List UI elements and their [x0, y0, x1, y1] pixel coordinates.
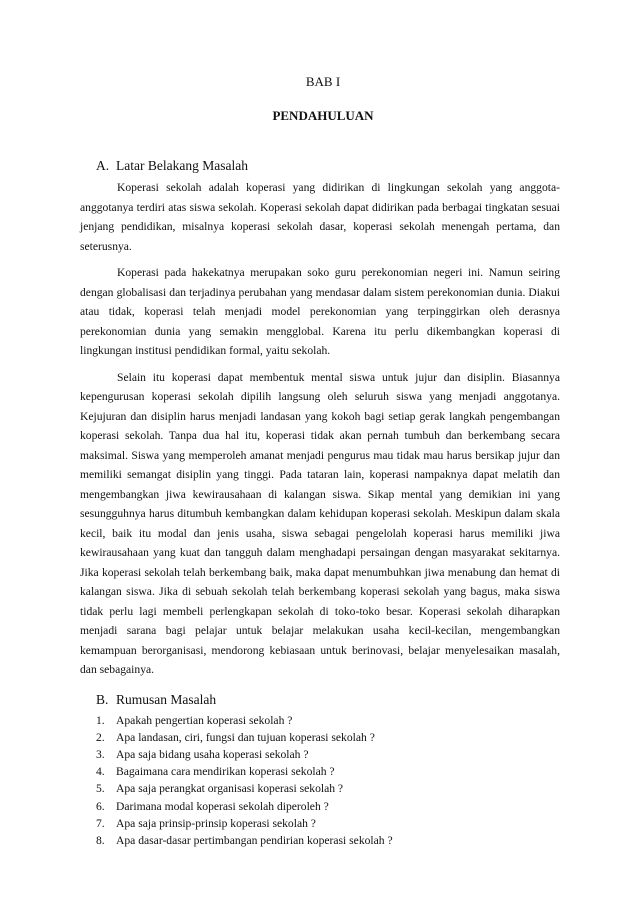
question-text: Apa landasan, ciri, fungsi dan tujuan koperasi sekolah ? [116, 730, 375, 744]
question-number: 2. [96, 730, 105, 744]
paragraph-2: Koperasi pada hakekatnya merupakan soko guru perekonomian negeri ini. Namun seiring dengan globalisasi dan terjadinya perubahan yang mendasar dalam sistem perekonomian dunia. Diakui atau tidak, koperasi telah menjadi model perekonomian yang terpinggirkan oleh derasnya perekonomian dunia yang semakin mengglobal. Karena itu perlu dikembangkan koperasi di lingkungan institusi pendidikan formal, yaitu sekolah. [80, 266, 560, 357]
question-text: Bagaimana cara mendirikan koperasi sekolah ? [116, 765, 335, 779]
paragraph-1: Koperasi sekolah adalah koperasi yang didirikan di lingkungan sekolah yang anggota-anggotanya terdiri atas siswa sekolah. Koperasi sekolah dapat didirikan pada berbagai tingkatan sesuai jenjang pendidikan, misalnya koperasi sekolah dasar, koperasi sekolah menengah pertama, dan seterusnya. [80, 181, 560, 253]
question-number: 8. [96, 833, 105, 847]
section-heading-a [80, 157, 560, 174]
section-rumusan-masalah [80, 691, 560, 850]
question-number: 4. [96, 765, 105, 779]
question-number: 1. [96, 713, 105, 727]
question-item [80, 763, 560, 780]
question-item [80, 712, 560, 729]
paragraph-3: Selain itu koperasi dapat membentuk mental siswa untuk jujur dan disiplin. Biasannya kepengurusan koperasi sekolah dipilih langsung oleh seluruh siswa yang menjadi anggotanya. Kejujuran dan disiplin harus menjadi landasan yang kokoh bagi setiap gerak langkah pengembangan koperasi sekolah. Tanpa dua hal itu, koperasi tidak akan pernah tumbuh dan berkembang secara maksimal. Siswa yang memperoleh amanat menjadi pengurus mau tidak mau harus bersikap jujur dan memiliki semangat disiplin yang tinggi. Pada tataran lain, koperasi nampaknya dapat melatih dan mengembangkan jiwa kewirausahaan di kalangan siswa. Sikap mental yang demikian ini yang sesungguhnya harus ditumbuh kembangkan dalam kehidupan koperasi sekolah. Meskipun dalam skala kecil, baik itu modal dan jenis usaha, siswa sebagai pengelolah koperasi harus memiliki jiwa kewirausahaan yang kuat dan tangguh dalam menghadapi persaingan dengan masyarakat sekitarnya. Jika koperasi sekolah telah berkembang baik, maka dapat menumbuhkan jiwa menabung dan hemat di kalangan siswa. Jika di sebuah sekolah telah berkembang koperasi sekolah yang bagus, maka siswa tidak perlu lagi membeli perlengkapan sekolah di toko-toko besar. Koperasi sekolah diharapkan menjadi sarana bagi pelajar untuk belajar melakukan usaha kecil-kecilan, mengembangkan kemampuan berorganisasi, mendorong kebiasaan untuk berinovasi, belajar menyelesaikan masalah, dan sebagainya. [80, 370, 560, 676]
question-number: 5. [96, 782, 105, 796]
question-text: Darimana modal koperasi sekolah diperoleh ? [116, 799, 329, 813]
document-page [80, 74, 560, 849]
question-item [80, 832, 560, 849]
question-number: 3. [96, 747, 105, 761]
question-list [80, 712, 560, 850]
section-title-b: Rumusan Masalah [116, 691, 217, 707]
question-text: Apa saja prinsip-prinsip koperasi sekolah ? [116, 816, 316, 830]
section-latar-belakang [80, 157, 560, 680]
section-title-a: Latar Belakang Masalah [116, 158, 248, 173]
question-text: Apa saja perangkat organisasi koperasi sekolah ? [116, 782, 344, 796]
question-text: Apa saja bidang usaha koperasi sekolah ? [116, 747, 309, 761]
question-item [80, 815, 560, 832]
question-item [80, 798, 560, 815]
question-item [80, 729, 560, 746]
question-text: Apa dasar-dasar pertimbangan pendirian koperasi sekolah ? [116, 833, 393, 847]
question-number: 6. [96, 799, 105, 813]
section-heading-b [80, 691, 560, 708]
section-letter-b: B. [96, 691, 109, 707]
question-text: Apakah pengertian koperasi sekolah ? [116, 713, 293, 727]
question-item [80, 780, 560, 797]
question-item [80, 746, 560, 763]
chapter-title: PENDAHULUAN [272, 108, 374, 123]
question-number: 7. [96, 816, 105, 830]
section-letter-a: A. [96, 158, 110, 173]
chapter-number: BAB I [305, 74, 341, 89]
